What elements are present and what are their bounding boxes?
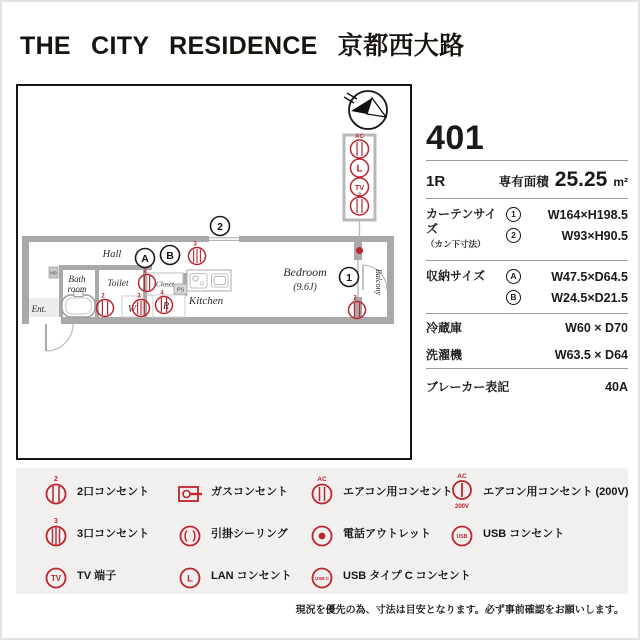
svg-text:L: L — [187, 573, 193, 585]
svg-text:2: 2 — [54, 476, 58, 483]
bathtub-icon — [62, 292, 95, 318]
room-label-hall: Hall — [102, 249, 122, 260]
ac-outlet-icon — [308, 474, 336, 508]
gas-outlet-icon — [176, 474, 204, 508]
legend-gas: ガスコンセント — [176, 474, 288, 508]
legend-phone: 電話アウトレット — [308, 516, 431, 550]
fridge-letter: R — [162, 301, 170, 312]
legend-outlet-2: 2 2口コンセント — [42, 474, 149, 508]
svg-text:3: 3 — [54, 518, 58, 525]
storage-key-a: A — [506, 269, 521, 284]
mb-box — [49, 267, 58, 278]
svg-text:200V: 200V — [454, 504, 470, 510]
room-label-bath-1: Bath — [68, 274, 86, 284]
legend-usbc: USB-C USB タイプ C コンセント — [308, 558, 471, 592]
breaker-value: 40A — [605, 379, 628, 394]
curtain-size-section — [426, 199, 628, 260]
svg-text:2: 2 — [353, 295, 357, 302]
curtain-key-1: 1 — [506, 207, 521, 222]
svg-text:USB: USB — [456, 534, 468, 541]
ac-label: AC — [355, 134, 364, 140]
floor-plan-drawing — [16, 84, 412, 460]
ceiling-light-icon — [176, 516, 204, 550]
storage-value-a: W47.5×D64.5 — [551, 269, 628, 284]
room-label-bedroom-size: (9.6J) — [293, 282, 317, 293]
room-label-bath-2: room — [67, 284, 87, 294]
area-value: 25.25 — [554, 168, 608, 191]
storage-size-section — [426, 261, 628, 313]
layout-type: 1R — [426, 173, 446, 190]
breaker-row — [426, 369, 628, 404]
legend-lan: L LAN コンセント — [176, 558, 292, 592]
outlet-2-icon — [42, 474, 70, 508]
lan-glyph: L — [356, 163, 363, 175]
svg-text:MB: MB — [50, 270, 57, 276]
washer-label: 洗濯機 — [426, 348, 463, 362]
unit-number: 401 — [426, 119, 485, 157]
outlet-count: 2 — [357, 192, 362, 199]
storage-b-marker: B — [166, 249, 174, 262]
usbc-outlet-icon — [308, 558, 336, 592]
lan-outlet-icon — [176, 558, 204, 592]
washer-value: W63.5 × D64 — [554, 347, 628, 362]
curtain-1-marker: 1 — [346, 271, 352, 284]
curtain-value-2: W93×H90.5 — [561, 228, 628, 243]
washer-row — [426, 341, 628, 368]
storage-row-a — [506, 269, 628, 284]
fridge-row — [426, 314, 628, 341]
room-label-toilet: Toilet — [107, 279, 129, 289]
svg-text:2: 2 — [101, 293, 105, 300]
usb-outlet-icon — [448, 516, 476, 550]
ac-outlet-200v-icon — [448, 471, 476, 511]
room-label-balcony: Balcony — [374, 268, 383, 296]
svg-text:PS: PS — [176, 287, 185, 294]
svg-text:TV: TV — [50, 574, 62, 583]
curtain-row-1 — [506, 207, 628, 222]
washer-letter: W — [127, 304, 137, 315]
legend-outlet-3: 3 3口コンセント — [42, 516, 149, 550]
svg-text:3: 3 — [193, 241, 197, 248]
legend-usb: USB USB コンセント — [448, 516, 564, 550]
unit-info-panel — [426, 120, 628, 404]
storage-a-marker: A — [141, 252, 149, 265]
legend-ceiling: 引掛シーリング — [176, 516, 288, 550]
svg-text:4: 4 — [160, 290, 164, 297]
curtain-label: カーテンサイズ — [426, 207, 497, 236]
ps-box — [174, 284, 187, 294]
breaker-label: ブレーカー表記 — [426, 380, 510, 394]
curtain-row-2 — [506, 228, 628, 243]
storage-label: 収納サイズ — [426, 269, 486, 283]
storage-key-b: B — [506, 290, 521, 305]
room-label-kitchen: Kitchen — [188, 295, 224, 307]
room-label-bedroom: Bedroom — [283, 265, 327, 279]
fridge-label: 冷蔵庫 — [426, 321, 463, 335]
legend-tv: TV TV 端子 — [42, 558, 116, 592]
curtain-2-marker: 2 — [217, 220, 223, 233]
svg-text:2: 2 — [143, 268, 147, 275]
tv-glyph: TV — [354, 183, 365, 192]
page-title: THE CITY RESIDENCE 京都西大路 — [20, 32, 465, 60]
curtain-key-2: 2 — [506, 228, 521, 243]
area-label: 専有面積 — [498, 175, 549, 189]
legend-ac-outlet-200v: AC 200V エアコン用コンセント (200V) — [448, 474, 629, 508]
storage-value-b: W24.5×D21.5 — [551, 290, 628, 305]
phone-outlet-icon — [308, 516, 336, 550]
room-label-ent: Ent. — [31, 304, 47, 314]
svg-text:3: 3 — [137, 293, 141, 300]
room-label-closet: Closet — [156, 280, 174, 289]
disclaimer-text: 現況を優先の為、寸法は目安となります。必ず事前確認をお願いします。 — [295, 605, 624, 616]
legend-ac-outlet: AC エアコン用コンセント — [308, 474, 452, 508]
tv-terminal-icon — [42, 558, 70, 592]
kitchen-counter — [187, 270, 231, 291]
phone-outlet-dot — [356, 247, 363, 254]
kitchen-window — [209, 235, 239, 243]
curtain-sublabel: （カン下寸法） — [426, 239, 486, 249]
svg-text:USB-C: USB-C — [315, 575, 329, 581]
fridge-value: W60 × D70 — [565, 320, 628, 335]
outlet-3-icon — [42, 516, 70, 550]
svg-text:AC: AC — [317, 476, 327, 483]
storage-row-b — [506, 290, 628, 305]
curtain-value-1: W164×H198.5 — [547, 207, 628, 222]
svg-text:AC: AC — [457, 473, 467, 480]
area-unit: m² — [613, 175, 628, 189]
